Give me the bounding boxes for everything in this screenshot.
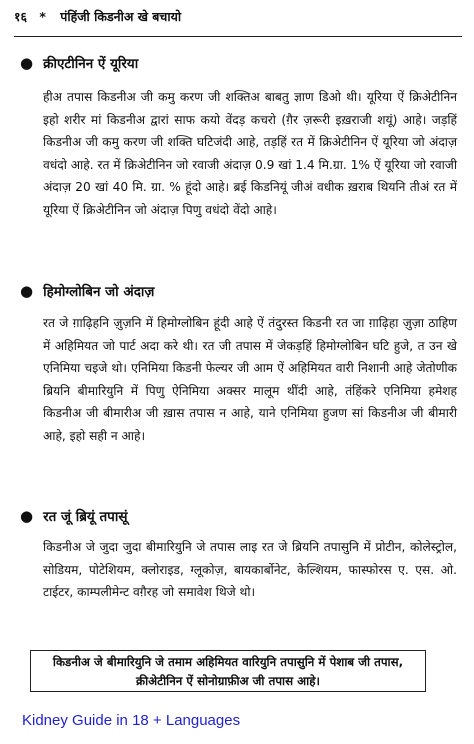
star-icon: * [39,9,46,24]
bullet-icon: ● [20,54,34,72]
section-title-text: क्रीएटीनिन ऐं यूरिया [43,56,139,72]
section-title-text: हिमोग्लोबिन जो अंदाज़ [43,284,155,300]
section-paragraph-creatinine-urea: हीअ तपास किडनीअ जी कमु करण जी शक्तिअ बाबतु ज्ञाण डिओ थी। यूरिया ऐं क्रिअेटीनिन इहो शरीर मां किडनीअ द्वारां साफ कयो वेंदड़ कचरो (ग़ैर ज़रूरी इख़राजी शयूं) आहे। जड़हिं किडनीअ जी कमु करण जी शक्ति घटिजंदी आहे, तड़हिं रत में क्रिअेटीनिन ऐं यूरिया जो अंदाज़ वधंदो आहे. रत में क्रिअेटीनिन जो रवाजी अंदाज़ 0.9 खां 1.4 मि.ग्रा. 1% ऐं यूरिया जो रवाजी अंदाज़ 20 खां 40 मि. ग्रा. % हूंदो आहे। ब्रई किडनियूं जीअं वधीक ख़राब थियनि तीअं रत में यूरिया ऐं क्रिअेटीनिन जो अंदाज़ पिणु वधंदो वेंदो आहे। [43,90,457,217]
bullet-icon: ● [20,507,34,525]
page-header [14,8,462,25]
footer-link[interactable]: Kidney Guide in 18 + Languages [22,712,241,729]
section-title-creatinine-urea [20,54,138,72]
page-number: १६ [14,9,28,24]
header-divider [14,36,462,37]
section-title-other-blood-tests [20,507,127,525]
section-paragraph-hemoglobin: रत जे ग़ाढ़िहनि ज़ुज़नि में हिमोग्लोबिन हूंदी आहे ऐं तंदुरस्त किडनी रत जा ग़ाढ़िहा ज़ुज़ा ठाहिण में अहिमियत जो पार्ट अदा करे थी। रत जी तपास में जेकड़हिं हिमोग्लोबिन घटि हुजे, त उन खे एनिमिया चइजे थो। एनिमिया किडनी फेल्यर जी आम ऐं अहिमियत वारी निशानी आहे जेतोणीक ब्रियनि बीमारियुनि में पिणु ऐनिमिया अक्सर मालूम थींदी आहे, तंहिंकरे एनिमिया हमेशह किडनीअ जी बीमारीअ जी ख़ास तपास न आहे, याने एनिमिया हुजण सां किडनीअ जी बीमारी आहे, इहो सही न आहे। [43,316,457,443]
header-title: पंहिंजी किडनीअ खे बचायो [60,9,182,24]
section-title-text: रत जूं ब्रियूं तपासूं [43,509,128,525]
summary-note-box: किडनीअ जे बीमारियुनि जे तमाम अहिमियत वारियुनि तपासुनि में पेशाब जी तपास, क्रीअेटीनिन ऐं सोनोग्राफ़ीअ जी तपास आहे। [30,650,426,692]
section-title-hemoglobin [20,282,154,300]
section-paragraph-other-blood-tests: किडनीअ जे जुदा जुदा बीमारियुनि जे तपास लाइ रत जे ब्रियनि तपासुनि में प्रोटीन, कोलेस्ट्रोल, सोडियम, पोटेशियम, क्लोराइड, ग्लूकोज़, बायकार्बोनेट, केल्शियम, फास्फोरस ए. एस. ओ. टाईटर, काम्पलीमेन्ट वग़ैरह जो समावेश थिजे थो। [43,540,457,600]
bullet-icon: ● [20,282,34,300]
